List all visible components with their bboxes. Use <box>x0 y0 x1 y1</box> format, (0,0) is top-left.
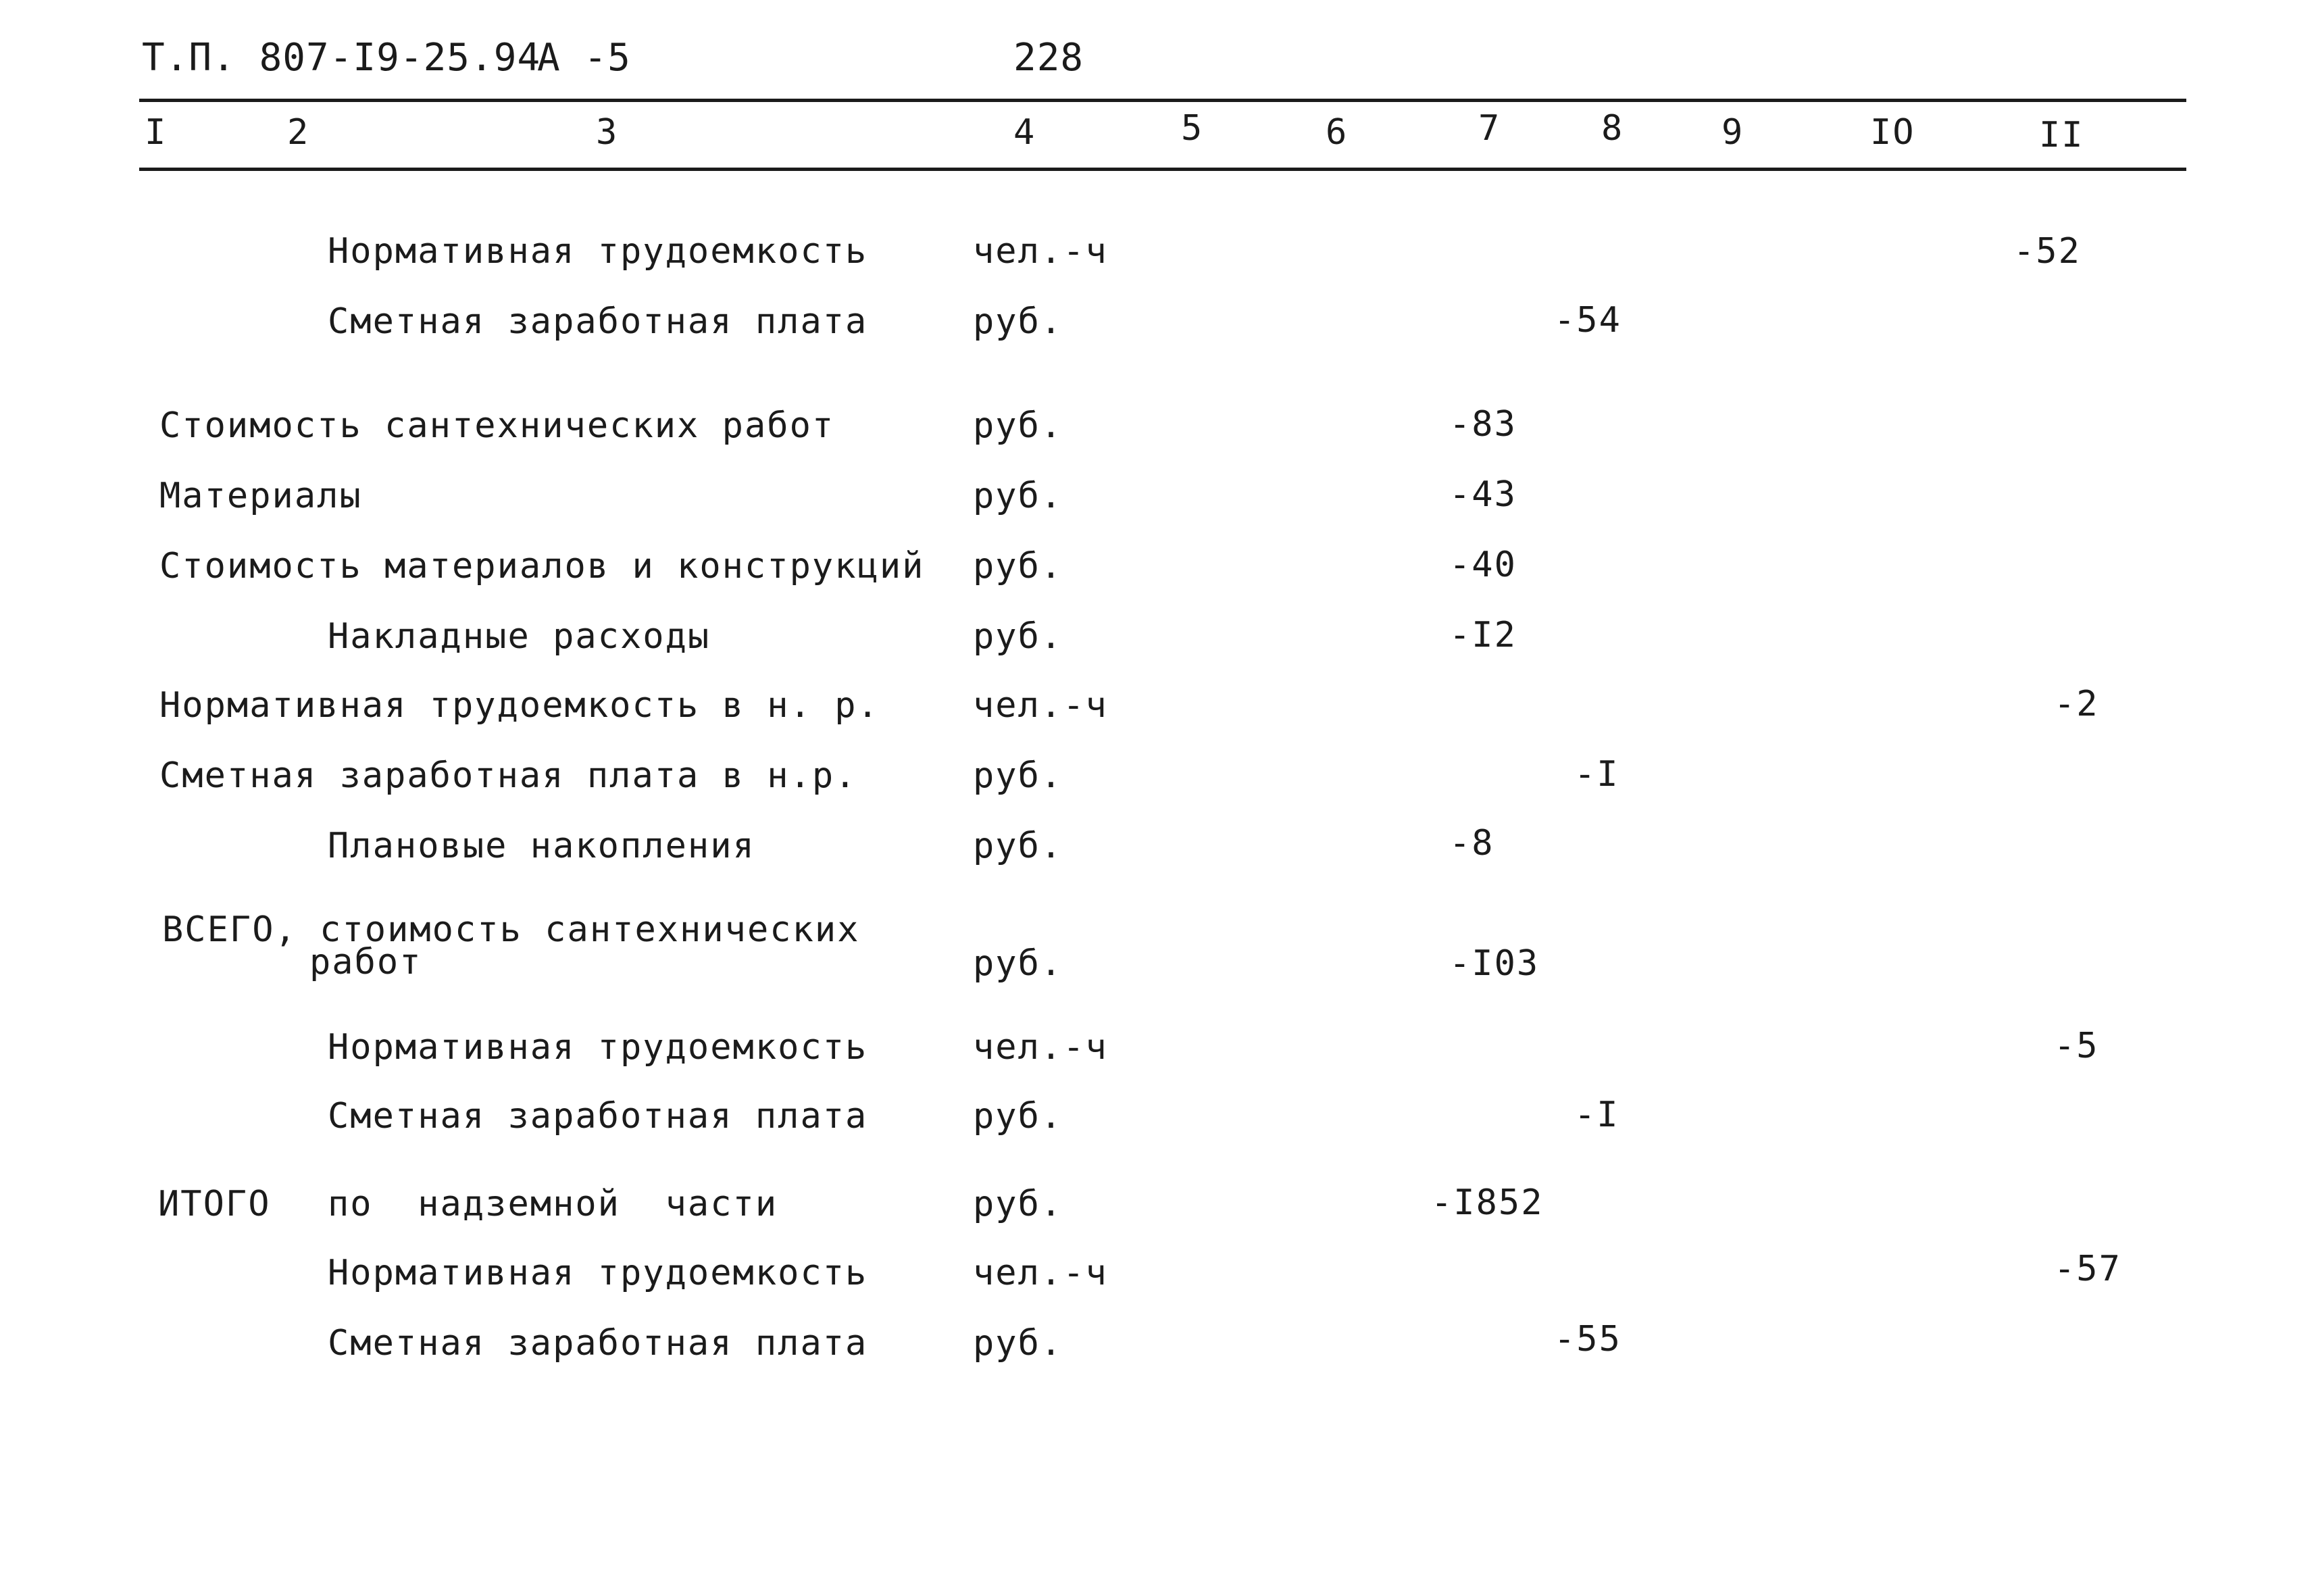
row-unit: чел.-ч <box>973 685 1108 726</box>
row-label: Нормативная трудоемкость в н. р. <box>159 685 880 726</box>
row-unit: руб. <box>973 1184 1063 1224</box>
column-number: 6 <box>1326 112 1349 153</box>
page-number: 228 <box>1013 36 1084 80</box>
row-unit: руб. <box>973 1323 1063 1364</box>
table-header-bottom-rule <box>139 168 2186 171</box>
row-label-line1: ВСЕГО, стоимость сантехнических <box>162 909 860 950</box>
column-number: 5 <box>1181 108 1204 149</box>
table-top-rule <box>139 99 2186 102</box>
column-number: 3 <box>596 112 619 153</box>
row-value-col11: -52 <box>2013 231 2081 272</box>
row-value-col7: -I03 <box>1449 943 1540 984</box>
album-number: А -5 <box>537 36 631 80</box>
row-unit: руб. <box>973 546 1063 587</box>
row-label-line2: работ <box>309 942 422 982</box>
column-number: 8 <box>1601 108 1624 149</box>
row-unit: руб. <box>973 943 1063 984</box>
row-label: Сметная заработная плата <box>328 1096 868 1137</box>
row-value-col7: -43 <box>1449 474 1517 515</box>
row-unit: руб. <box>973 405 1063 446</box>
column-number: II <box>2039 115 2084 155</box>
column-number: 4 <box>1013 112 1036 153</box>
row-unit: чел.-ч <box>973 231 1108 272</box>
row-label: Сметная заработная плата <box>328 301 868 342</box>
row-unit: руб. <box>973 476 1063 516</box>
column-number: I <box>145 112 168 153</box>
row-value-col8: -55 <box>1554 1319 1621 1360</box>
row-value-col8: -54 <box>1554 300 1621 341</box>
row-value-col11: -5 <box>2054 1026 2099 1066</box>
row-unit: руб. <box>973 1096 1063 1137</box>
row-unit: чел.-ч <box>973 1253 1108 1293</box>
row-unit: чел.-ч <box>973 1027 1108 1068</box>
row-label: Материалы <box>159 476 362 516</box>
row-label: Стоимость материалов и конструкций <box>159 546 925 587</box>
document-reference: Т.П. 807-І9-25.94 <box>142 36 541 80</box>
row-unit: руб. <box>973 301 1063 342</box>
row-unit: руб. <box>973 616 1063 657</box>
row-label: по надземной части <box>328 1184 778 1224</box>
row-label: Стоимость сантехнических работ <box>159 405 835 446</box>
row-value-col8: -I <box>1574 754 1619 795</box>
row-label: Сметная заработная плата в н.р. <box>159 755 857 796</box>
row-label: Нормативная трудоемкость <box>328 231 868 272</box>
row-unit: руб. <box>973 755 1063 796</box>
row-label: Нормативная трудоемкость <box>328 1253 868 1293</box>
column-number: 2 <box>287 112 310 153</box>
row-label: Накладные расходы <box>328 616 711 657</box>
column-number: IO <box>1870 112 1915 153</box>
row-label: Нормативная трудоемкость <box>328 1027 868 1068</box>
row-value-col11: -2 <box>2054 684 2099 724</box>
column-number: 7 <box>1478 108 1501 149</box>
row-label-prefix: ИТОГО <box>158 1184 271 1224</box>
row-value-col7: -I852 <box>1431 1182 1544 1223</box>
row-value-col7: -I2 <box>1449 615 1517 655</box>
row-value-col7: -8 <box>1449 823 1494 864</box>
row-unit: руб. <box>973 826 1063 866</box>
row-value-col8: -I <box>1574 1095 1619 1135</box>
row-value-col7: -40 <box>1449 545 1517 585</box>
column-number: 9 <box>1721 112 1744 153</box>
row-value-col7: -83 <box>1449 404 1517 445</box>
row-label: Плановые накопления <box>328 826 755 866</box>
row-value-col11: -57 <box>2054 1249 2121 1289</box>
row-label: Сметная заработная плата <box>328 1323 868 1364</box>
